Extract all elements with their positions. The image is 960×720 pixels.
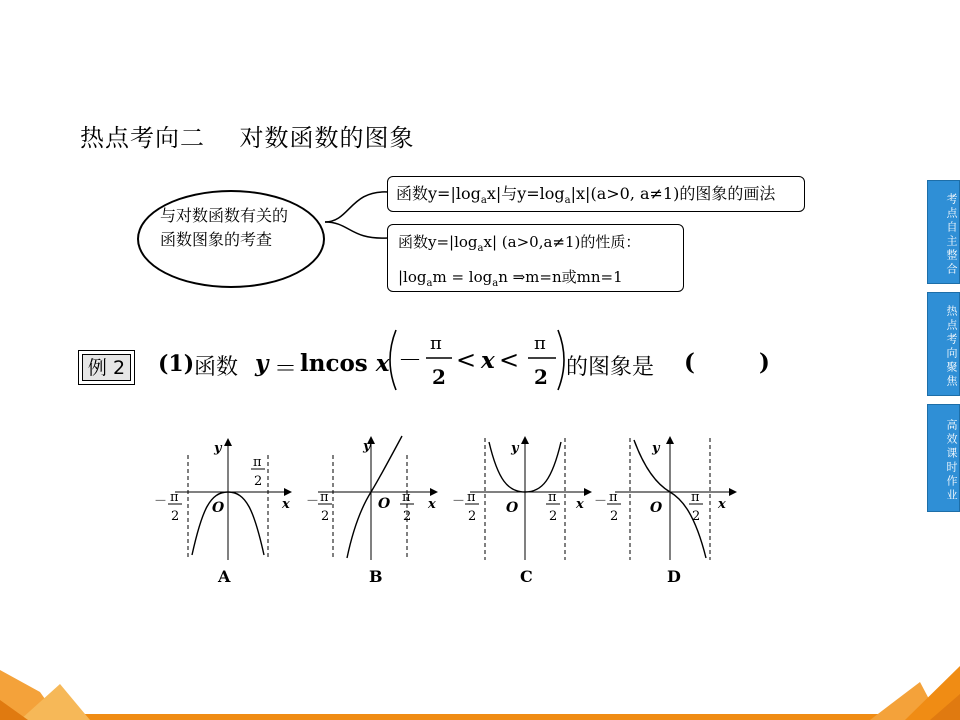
less-1: <	[456, 346, 477, 374]
question-interval	[382, 324, 572, 396]
label-a-x: x	[282, 497, 290, 512]
branch1-sub-a: a	[480, 195, 487, 207]
tick-b-neg-two: 2	[321, 509, 330, 524]
tick-d-neg: －	[594, 494, 608, 509]
label-b-y: y	[363, 439, 371, 454]
two-den-2: 2	[534, 365, 548, 389]
question-var-y: y	[255, 350, 269, 377]
tick-c-pos-two: 2	[549, 509, 558, 524]
question-equals: ＝	[274, 356, 297, 382]
tick-c-pos-pi: π	[548, 490, 557, 505]
label-b-origin: O	[378, 496, 391, 512]
example-tag: 例 2	[82, 354, 131, 381]
label-c-x: x	[576, 497, 584, 512]
tick-a-neg-two: 2	[171, 509, 180, 524]
branch1-sub-b: a	[564, 195, 571, 207]
pi-num-2: π	[534, 333, 546, 354]
branch1-text-a: 函数y=|log	[396, 184, 481, 203]
graph-a	[175, 440, 290, 560]
question-text-function: 函数	[194, 355, 239, 380]
question-func: lncos x	[300, 350, 390, 377]
pi-num-1: π	[430, 333, 442, 354]
option-graphs	[140, 430, 740, 595]
label-c-origin: O	[506, 500, 519, 516]
tick-a-neg: －	[154, 494, 168, 509]
label-c-y: y	[511, 441, 519, 456]
footer-decoration	[0, 662, 960, 720]
tick-a-pos-pi: π	[253, 455, 262, 470]
tick-a-neg-pi: π	[170, 490, 179, 505]
answer-blank: ( )	[684, 349, 770, 376]
label-a-origin: O	[212, 500, 225, 516]
less-2: <	[499, 346, 520, 374]
tick-fractions	[154, 455, 703, 524]
branch2-line-1: 函数$y=|\log_ax|$ (a>0,a≠1)的性质：	[398, 233, 641, 254]
question-tail: 的图象是	[566, 355, 655, 380]
topic-oval-text	[160, 204, 288, 252]
tick-d-neg-pi: π	[609, 490, 618, 505]
side-tab-homework[interactable]: 高效课时作业	[927, 404, 960, 512]
label-d-origin: O	[650, 500, 663, 516]
curve-b	[347, 436, 402, 558]
interval-x: x	[481, 347, 495, 374]
option-c-label[interactable]: C	[520, 567, 533, 586]
side-tab-hot-topics[interactable]: 热点考向聚焦	[927, 292, 960, 396]
graph-c	[470, 438, 590, 560]
tick-b-neg: －	[306, 494, 320, 509]
graph-b	[318, 436, 436, 560]
branch1-text-c: |x|(a>0, a≠1)的图象的画法	[570, 184, 776, 203]
branch-box-drawing-method	[387, 176, 805, 212]
side-tab-self-review[interactable]: 考点自主整合	[927, 180, 960, 284]
label-a-y: y	[214, 441, 222, 456]
tick-c-neg: －	[452, 494, 466, 509]
graph-d	[615, 438, 735, 560]
topic-line-1: 与对数函数有关的	[160, 206, 289, 225]
right-paren	[558, 330, 564, 390]
section-heading: 热点考向二 对数函数的图象	[80, 124, 415, 152]
label-d-x: x	[718, 497, 726, 512]
tick-d-pos-pi: π	[691, 490, 700, 505]
tick-b-pos-two: 2	[403, 509, 412, 524]
brace-connector	[320, 170, 392, 270]
topic-line-2: 函数图象的考查	[160, 230, 273, 249]
branch1-text-b: x|与y=log	[486, 184, 565, 203]
tick-c-neg-two: 2	[468, 509, 477, 524]
left-paren	[390, 330, 396, 390]
option-d-label[interactable]: D	[667, 567, 681, 586]
tick-b-neg-pi: π	[320, 490, 329, 505]
option-a-label[interactable]: A	[218, 567, 231, 586]
tick-d-pos-two: 2	[692, 509, 701, 524]
label-b-x: x	[428, 497, 436, 512]
question-number: (1)	[158, 351, 195, 377]
tick-b-pos-pi: π	[402, 490, 411, 505]
tick-c-neg-pi: π	[467, 490, 476, 505]
branch2-line-2: $|\log_am = \log_an$ ⇒m=n或mn=1	[398, 268, 623, 289]
tick-d-neg-two: 2	[610, 509, 619, 524]
two-den-1: 2	[432, 365, 446, 389]
label-d-y: y	[652, 441, 660, 456]
minus-sign: －	[398, 346, 422, 374]
option-b-label[interactable]: B	[369, 567, 383, 586]
tick-a-pos-two: 2	[254, 474, 263, 489]
branch-box-properties	[387, 224, 684, 292]
